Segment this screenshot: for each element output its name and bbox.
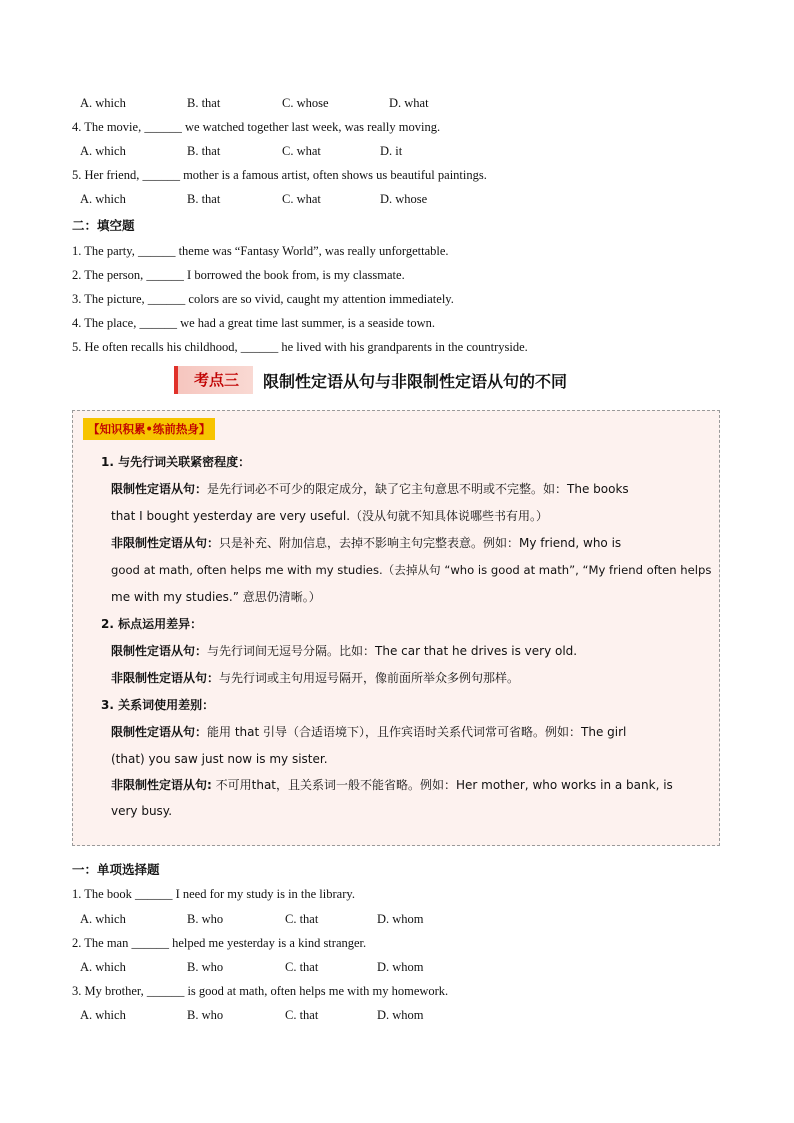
knowledge-line [111, 481, 629, 497]
text: 只是补充、附加信息，去掉不影响主句完整表意。例如：My friend, who is [219, 536, 622, 550]
question-text: 5. Her friend, ______ mother is a famous artist, often shows us beautiful paintings. [72, 168, 487, 182]
fill-item: 2. The person, ______ I borrowed the book from, is my classmate. [72, 268, 405, 282]
fill-item: 1. The party, ______ theme was “Fantasy World”, was really unforgettable. [72, 244, 449, 258]
knowledge-box [72, 410, 720, 846]
option: B. that [187, 144, 221, 158]
text: 与先行词间无逗号分隔。比如：The car that he drives is very old. [207, 644, 578, 658]
knowledge-line [111, 535, 621, 551]
option: D. whom [377, 960, 424, 974]
knowledge-heading: 1. 与先行词关联紧密程度： [101, 455, 251, 469]
knowledge-line: good at math, often helps me with my studies.（去掉从句 “who is good at math”, “My friend often helps [111, 563, 712, 577]
option: A. which [80, 96, 126, 110]
option: A. which [80, 1008, 126, 1022]
knowledge-line [111, 777, 673, 793]
topic-banner [174, 366, 567, 394]
section-title: 一：单项选择题 [72, 862, 160, 877]
label: 限制性定语从句： [111, 725, 208, 739]
option: B. who [187, 912, 224, 926]
text: 与先行词或主句用逗号隔开，像前面所举众多例句那样。 [219, 671, 520, 685]
text: 能用 that 引导（合适语境下），且作宾语时关系代词常可省略。例如：The girl [207, 725, 627, 739]
knowledge-line [111, 724, 626, 740]
option: B. who [187, 960, 224, 974]
option: D. what [389, 96, 429, 110]
option: B. that [187, 96, 221, 110]
knowledge-line: me with my studies.” 意思仍清晰。） [111, 590, 321, 604]
section-title: 二：填空题 [72, 218, 135, 233]
fill-item: 5. He often recalls his childhood, ______ he lived with his grandparents in the countryside. [72, 340, 528, 354]
option: D. it [380, 144, 403, 158]
option: C. that [285, 1008, 319, 1022]
knowledge-heading: 3. 关系词使用差别： [101, 698, 215, 712]
knowledge-line: (that) you saw just now is my sister. [111, 752, 328, 766]
option: D. whom [377, 912, 424, 926]
option: B. who [187, 1008, 224, 1022]
question-text: 3. My brother, ______ is good at math, often helps me with my homework. [72, 984, 449, 998]
option: D. whose [380, 192, 428, 206]
fill-item: 4. The place, ______ we had a great time last summer, is a seaside town. [72, 316, 436, 330]
label: 非限制性定语从句： [111, 536, 220, 550]
knowledge-line [111, 670, 519, 686]
option: B. that [187, 192, 221, 206]
question-text: 4. The movie, ______ we watched together last week, was really moving. [72, 120, 441, 134]
option: D. whom [377, 1008, 424, 1022]
label: 限制性定语从句： [111, 482, 208, 496]
option: A. which [80, 192, 126, 206]
knowledge-line [111, 643, 577, 659]
banner-title: 限制性定语从句与非限制性定语从句的不同 [263, 371, 568, 391]
option: A. which [80, 960, 126, 974]
text: 不可用that，且关系词一般不能省略。例如：Her mother, who works in a bank, is [211, 778, 673, 792]
fill-item: 3. The picture, ______ colors are so vivid, caught my attention immediately. [72, 292, 454, 306]
option: C. what [282, 192, 321, 206]
option: C. what [282, 144, 321, 158]
option: C. whose [282, 96, 329, 110]
option: C. that [285, 960, 319, 974]
question-text: 1. The book ______ I need for my study is in the library. [72, 887, 355, 901]
knowledge-line: very busy. [111, 804, 173, 818]
option: A. which [80, 912, 126, 926]
label: 限制性定语从句： [111, 644, 208, 658]
label: 非限制性定语从句: [111, 778, 212, 792]
banner-tag: 考点三 [174, 366, 253, 394]
option: C. that [285, 912, 319, 926]
knowledge-heading: 2. 标点运用差异： [101, 617, 203, 631]
knowledge-tag: 【知识积累•练前热身】 [83, 418, 215, 440]
knowledge-line: that I bought yesterday are very useful.（没从句就不知具体说哪些书有用。） [111, 509, 549, 523]
question-text: 2. The man ______ helped me yesterday is a kind stranger. [72, 936, 367, 950]
option: A. which [80, 144, 126, 158]
label: 非限制性定语从句： [111, 671, 220, 685]
text: 是先行词必不可少的限定成分，缺了它主句意思不明或不完整。如：The books [207, 482, 629, 496]
